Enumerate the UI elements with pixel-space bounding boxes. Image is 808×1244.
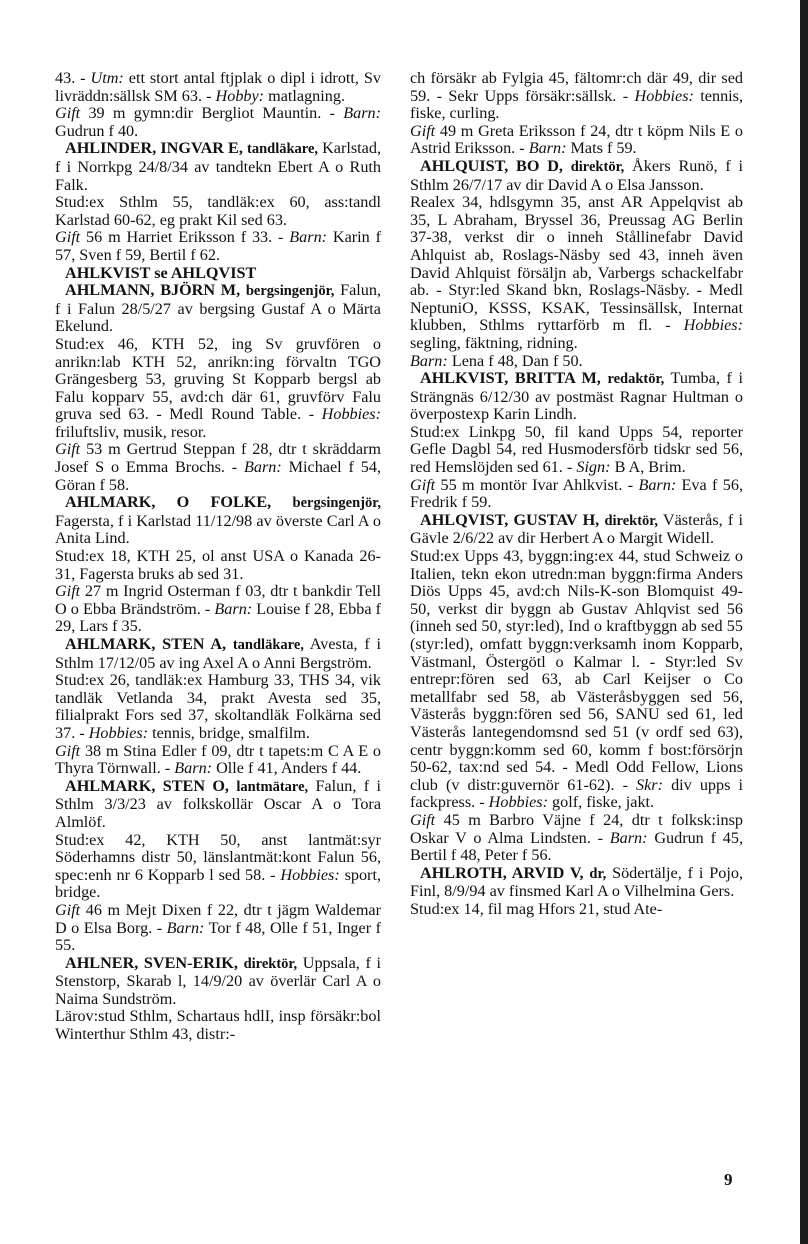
biography-entry: AHLINDER, INGVAR E, tandläkare, Karlstad, f i Norrkpg 24/8/34 av tandtekn Ebert A o Ruth Falk. Stud:ex Sthlm 55, tandläk:ex 60, ass:tandl Karlstad 60-62, eg prakt Kil sed 63. Gift 56 m Harriet Eriksson f 33. - Barn: Karin f 57, Sven f 59, Bertil f 62.: [55, 139, 382, 264]
right-column: [410, 70, 743, 919]
biography-entry: AHLMARK, STEN O, lantmätare, Falun, f i Sthlm 3/3/23 av folkskollär Oscar A o Tora Almlöf. Stud:ex 42, KTH 50, anst lantmät:syr Söderhamns distr 50, länslantmät:kont Falun 56, spec:enh nr 6 Kopparb l sed 58. - Hobbies: sport, bridge. Gift 46 m Mejt Dixen f 22, dtr t jägm Waldemar D o Elsa Borg. - Barn: Tor f 48, Olle f 51, Inger f 55.: [55, 776, 381, 955]
biography-entry: AHLMARK, STEN A, tandläkare, Avesta, f i Sthlm 17/12/05 av ing Axel A o Anni Bergström. Stud:ex 26, tandläk:ex Hamburg 33, THS 34, vik tandläk Vetlanda 34, prakt Avesta sed 35, filialprakt Fors sed 37, skoltandläk Folkärna sed 37. - Hobbies: tennis, bridge, smalfilm. Gift 38 m Stina Edler f 09, dtr t tapets:m C A E o Thyra Törnwall. - Barn: Olle f 41, Anders f 44.: [55, 635, 381, 778]
left-column: [55, 70, 381, 1044]
biography-entry: AHLKVIST, BRITTA M, redaktör, Tumba, f i Strängnäs 6/12/30 av postmäst Ragnar Hultman o överpostexp Karin Lindh. Stud:ex Linkpg 50, fil kand Upps 54, reporter Gefle Dagbl 54, red Husmodersförb tidskr sed 56, red Hemslöjden sed 61. - Sign: B A, Brim. Gift 55 m montör Ivar Ahlkvist. - Barn: Eva f 56, Fredrik f 59.: [410, 369, 743, 512]
biography-entry: 43. - Utm: ett stort antal ftjplak o dipl i idrott, Sv livräddn:sällsk SM 63. - Hobby: matlagning. Gift 39 m gymn:dir Bergliot Mauntin. - Barn: Gudrun f 40.: [55, 69, 381, 140]
biography-entry: AHLROTH, ARVID V, dr, Södertälje, f i Pojo, Finl, 8/9/94 av finsmed Karl A o Vilhelmina Gers. Stud:ex 14, fil mag Hfors 21, stud Ate-: [410, 863, 744, 918]
biography-entry: AHLQUIST, BO D, direktör, Åkers Runö, f i Sthlm 26/7/17 av dir David A o Elsa Jansson. Realex 34, hdlsgymn 35, anst AR Appelqvist ab 35, L Abraham, Bryssel 36, Preussag AG Berlin 37-38, verkst dir o inneh Stållinefabr David Ahlquist ab, Roslags-Näsby sed 43, inneh även David Ahlquist försäljn ab, Varbergs schackelfabr ab. - Styr:led Skand bkn, Roslags-Näsby. - Medl NeptuniO, KSSS, KSAK, Tessinsällsk, Internat klubben, Sthlms ryttarförb m fl. - Hobbies: segling, fäktning, ridning. Barn: Lena f 48, Dan f 50.: [410, 156, 744, 370]
biography-entry: AHLMARK, O FOLKE, bergsingenjör, Fagersta, f i Karlstad 11/12/98 av överste Carl A o Anita Lind. Stud:ex 18, KTH 25, ol anst USA o Kanada 26-31, Fagersta bruks ab sed 31. Gift 27 m Ingrid Osterman f 03, dtr t bankdir Tell O o Ebba Brändström. - Barn: Louise f 28, Ebba f 29, Lars f 35.: [55, 493, 381, 636]
biography-entry: AHLMANN, BJÖRN M, bergsingenjör, Falun, f i Falun 28/5/27 av bergsing Gustaf A o Märta Ekelund. Stud:ex 46, KTH 52, ing Sv gruvfören o anrikn:lab KTH 52, anrikn:ing förvaltn TGO Grängesberg 53, gruving St Kopparb bergsl ab Falu kopparv 55, avd:ch där 61, gruvförv Falu gruva sed 63. - Medl Round Table. - Hobbies: friluftsliv, musik, resor. Gift 53 m Gertrud Steppan f 28, dtr t skräddarm Josef S o Emma Brochs. - Barn: Michael f 54, Göran f 58.: [55, 281, 381, 494]
biography-entry: AHLQVIST, GUSTAV H, direktör, Västerås, f i Gävle 2/6/22 av dir Herbert A o Margit Widell. Stud:ex Upps 43, byggn:ing:ex 44, stud Schweiz o Italien, tekn ekon utredn:man byggn:firma Anders Diös Upps 45, avd:ch Nils-K-son Blomquist 49-50, verkst dir byggn ab Gustav Ahlqvist sed 56 (inneh sed 50, styr:led), Ind o kraftbyggn ab sed 55 (styr:led), omfatt byggn:verksamh inom Kopparb, Västmanl, Östergötl o Kalmar l. - Styr:led Sv entrepr:fören sed 63, ab Carl Keijser o Co metallfabr sed 58, ab Västeråsbyggen sed 56, Västerås byggn:fören sed 56, SANU sed 61, led Västerås lantegendomsnd sed 51 (v ordf sed 63), centr byggn:komm sed 60, komm f bost:försörjn 50-62, tax:nd sed 54. - Medl Odd Fellow, Lions club (v distr:guvernör 61-62). - Skr: div upps i fackpress. - Hobbies: golf, fiske, jakt. Gift 45 m Barbro Väjne f 24, dtr t folksk:insp Oskar V o Alma Lindsten. - Barn: Gudrun f 45, Bertil f 48, Peter f 56.: [410, 510, 743, 865]
biography-entry: AHLNER, SVEN-ERIK, direktör, Uppsala, f i Stenstorp, Skarab l, 14/9/20 av överlär Carl A o Naima Sundström. Lärov:stud Sthlm, Schartaus hdlI, insp försäkr:bol Winterthur Sthlm 43, distr:-: [55, 953, 381, 1044]
biography-entry: AHLKVIST se AHLQVIST: [65, 263, 257, 282]
biography-entry: ch försäkr ab Fylgia 45, fältomr:ch där 49, dir sed 59. - Sekr Upps försäkr:sällsk. - Hobbies: tennis, fiske, curling. Gift 49 m Greta Eriksson f 24, dtr t köpm Nils E o Astrid Eriksson. - Barn: Mats f 59.: [410, 69, 744, 158]
page-number: 9: [724, 1170, 733, 1189]
